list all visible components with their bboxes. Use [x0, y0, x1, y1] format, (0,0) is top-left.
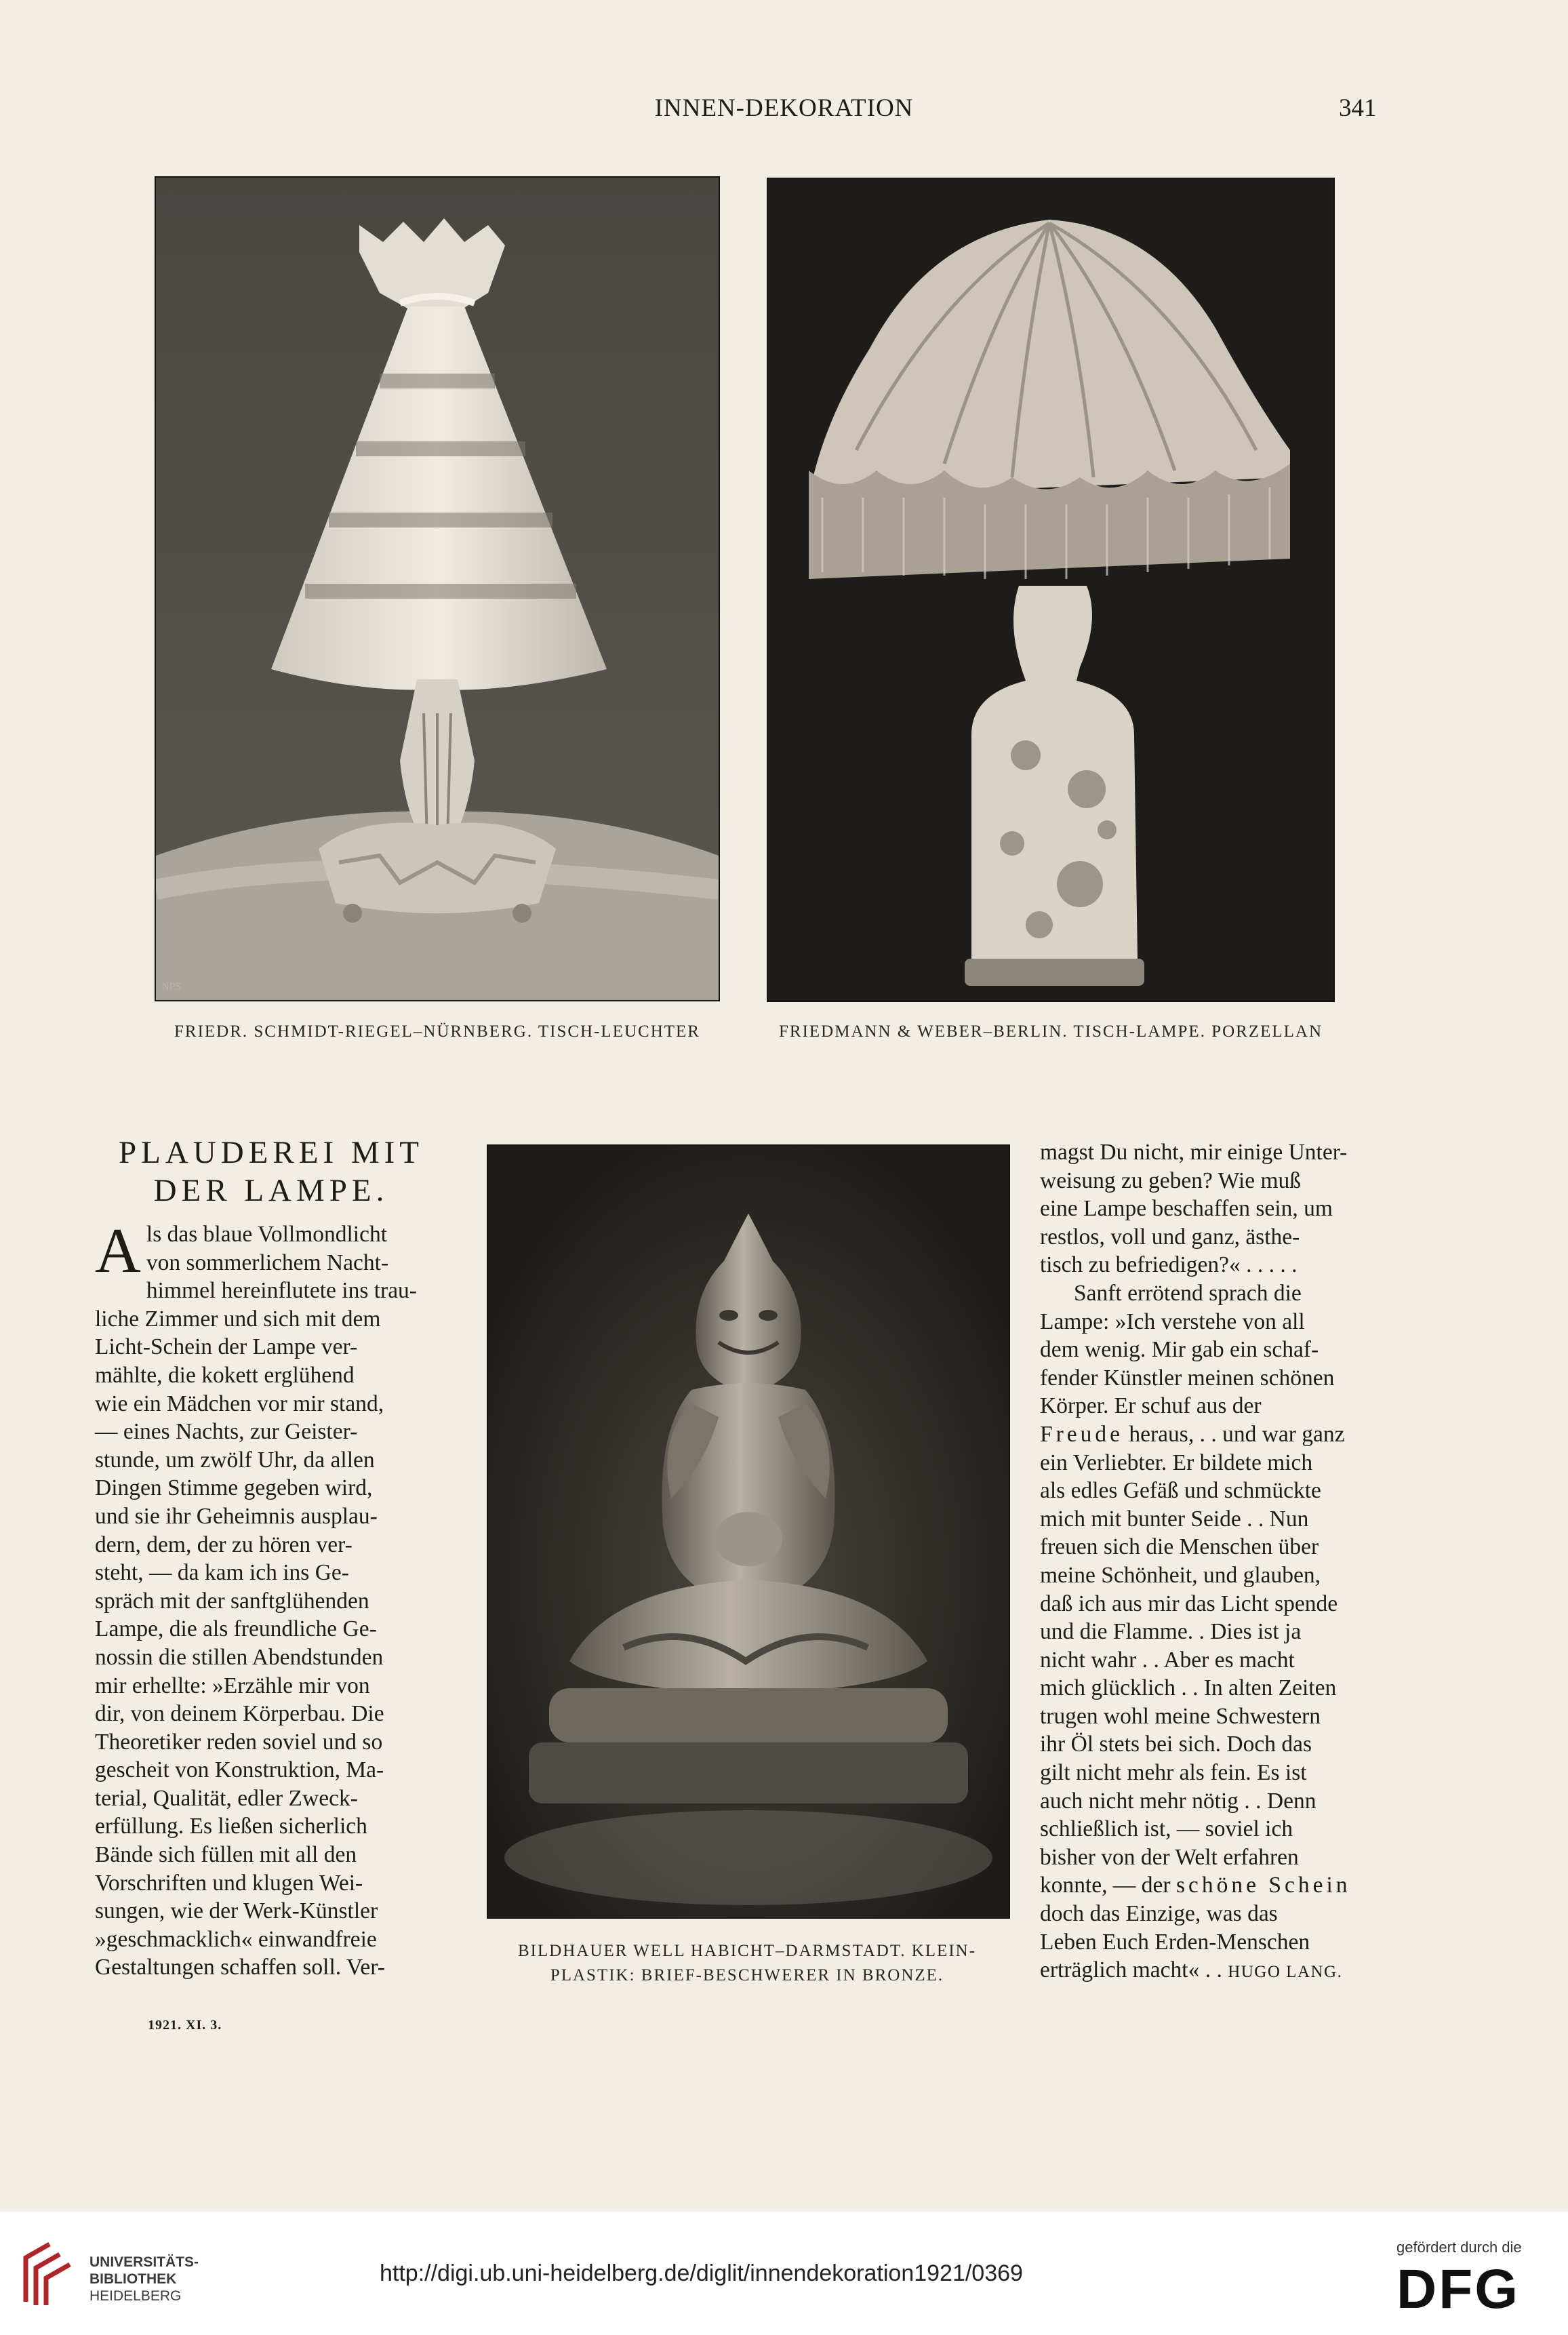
running-title: INNEN-DEKORATION	[654, 94, 914, 122]
library-logo-icon	[19, 2237, 77, 2309]
text-line: Lampe: »Ich verstehe von all	[1040, 1309, 1305, 1334]
text-line: stunde, um zwölf Uhr, da allen	[95, 1447, 375, 1473]
text-line: — eines Nachts, zur Geister-	[95, 1419, 358, 1445]
text-line: dir, von deinem Körperbau. Die	[95, 1701, 384, 1727]
text-line: und die Flamme. . Dies ist ja	[1040, 1619, 1302, 1645]
text-line: als edles Gefäß und schmückte	[1040, 1478, 1321, 1504]
text-line	[1040, 1871, 1392, 1900]
text-line: ein Verliebter. Er bildete mich	[1040, 1450, 1313, 1475]
text-line: freuen sich die Menschen über	[1040, 1534, 1319, 1560]
text-line: mich glücklich . . In alten Zeiten	[1040, 1675, 1337, 1701]
photo-bronze-paperweight	[487, 1144, 1010, 1919]
drop-cap: A	[95, 1216, 141, 1286]
library-name	[89, 2254, 199, 2304]
text-fragment: konnte, — der	[1040, 1873, 1176, 1898]
caption-line-1: BILDHAUER WELL HABICHT–DARMSTADT. KLEIN-	[517, 1942, 977, 1960]
text-line: doch das Einzige, was das	[1040, 1901, 1278, 1927]
text-line: gilt nicht mehr als fein. Es ist	[1040, 1760, 1307, 1786]
article-title-line-1: PLAUDEREI MIT	[119, 1135, 424, 1170]
source-url-link[interactable]: http://digi.ub.uni-heidelberg.de/diglit/innendekoration1921/0369	[380, 2260, 1023, 2286]
photo-glass-table-lamp	[155, 176, 720, 1001]
spaced-word-freude: Freude	[1040, 1421, 1124, 1447]
text-line: sungen, wie der Werk-Künstler	[95, 1898, 378, 1924]
text-line	[1040, 1420, 1392, 1449]
text-line: fender Künstler meinen schönen	[1040, 1365, 1335, 1391]
text-line: Licht-Schein der Lampe ver-	[95, 1334, 358, 1360]
library-name-line-2: BIBLIOTHEK	[89, 2271, 177, 2287]
funding-note: gefördert durch die	[1396, 2239, 1522, 2256]
text-line: daß ich aus mir das Licht spende	[1040, 1591, 1338, 1616]
library-name-line-3: HEIDELBERG	[89, 2288, 182, 2304]
text-line: liche Zimmer und sich mit dem	[95, 1306, 381, 1332]
text-fragment: heraus, . . und war ganz	[1123, 1421, 1345, 1447]
text-line: Vorschriften und klugen Wei-	[95, 1870, 363, 1896]
text-line: Theoretiker reden soviel und so	[95, 1729, 383, 1755]
text-line: Dingen Stimme gegeben wird,	[95, 1475, 373, 1501]
library-name-line-1: UNIVERSITÄTS-	[89, 2254, 199, 2270]
article-column-left	[95, 1216, 449, 1982]
text-line: wie ein Mädchen vor mir stand,	[95, 1391, 384, 1416]
text-line	[1040, 1956, 1392, 1987]
footer-bar	[0, 2212, 1568, 2335]
article-title-line-2: DER LAMPE.	[153, 1173, 389, 1208]
text-line: schließlich ist, — soviel ich	[1040, 1816, 1293, 1842]
text-line: Sanft errötend sprach die	[1074, 1280, 1302, 1306]
article-title	[95, 1134, 447, 1210]
text-line: und sie ihr Geheimnis ausplau-	[95, 1503, 378, 1529]
text-line: Körper. Er schuf aus der	[1040, 1393, 1262, 1419]
text-line: »geschmacklich« einwandfreie	[95, 1926, 377, 1952]
author-signature: HUGO LANG.	[1228, 1963, 1343, 1982]
text-line: erfüllung. Es ließen sicherlich	[95, 1814, 367, 1839]
text-line: ihr Öl stets bei sich. Doch das	[1040, 1732, 1312, 1757]
text-line: auch nicht mehr nötig . . Denn	[1040, 1788, 1316, 1814]
text-line: spräch mit der sanftglühenden	[95, 1588, 369, 1614]
text-line: mählte, die kokett erglühend	[95, 1362, 355, 1388]
text-fragment: erträglich macht« . .	[1040, 1957, 1228, 1983]
issue-mark: 1921. XI. 3.	[148, 2018, 222, 2033]
text-line: meine Schönheit, und glauben,	[1040, 1562, 1321, 1588]
text-line: mich mit bunter Seide . . Nun	[1040, 1506, 1309, 1532]
text-line: trugen wohl meine Schwestern	[1040, 1703, 1321, 1729]
text-line: bisher von der Welt erfahren	[1040, 1844, 1299, 1870]
text-line: himmel hereinflutete ins trau-	[146, 1278, 417, 1304]
text-line: weisung zu geben? Wie muß	[1040, 1168, 1302, 1193]
page-number: 341	[1339, 94, 1377, 122]
dfg-logo: DFG	[1396, 2258, 1521, 2320]
caption-line-2: PLASTIK: BRIEF-BESCHWERER IN BRONZE.	[550, 1966, 944, 1984]
text-line: Leben Euch Erden-Menschen	[1040, 1929, 1310, 1955]
text-line: terial, Qualität, edler Zweck-	[95, 1785, 358, 1811]
spaced-words-schoene-schein: schöne Schein	[1175, 1873, 1351, 1898]
text-line: eine Lampe beschaffen sein, um	[1040, 1196, 1333, 1222]
text-line: nossin die stillen Abendstunden	[95, 1644, 384, 1670]
text-line: Lampe, die als freundliche Ge-	[95, 1616, 377, 1642]
text-line: gescheit von Konstruktion, Ma-	[95, 1757, 384, 1783]
text-line: restlos, voll und ganz, ästhe-	[1040, 1224, 1300, 1250]
text-line: von sommerlichem Nacht-	[146, 1250, 389, 1275]
text-line: magst Du nicht, mir einige Unter-	[1040, 1140, 1348, 1165]
text-line: Bände sich füllen mit all den	[95, 1842, 357, 1868]
caption-left-lamp: FRIEDR. SCHMIDT-RIEGEL–NÜRNBERG. TISCH-LEUCHTER	[174, 1022, 700, 1041]
text-line: mir erhellte: »Erzähle mir von	[95, 1673, 370, 1698]
text-line: nicht wahr . . Aber es macht	[1040, 1647, 1295, 1673]
text-line: tisch zu befriedigen?« . . . . .	[1040, 1252, 1298, 1278]
caption-right-lamp: FRIEDMANN & WEBER–BERLIN. TISCH-LAMPE. PORZELLAN	[778, 1022, 1323, 1041]
text-line: steht, — da kam ich ins Ge-	[95, 1560, 349, 1586]
text-line: Gestaltungen schaffen soll. Ver-	[95, 1955, 385, 1980]
article-column-right	[1040, 1138, 1392, 1987]
photo-monogram: NPS	[161, 981, 182, 993]
text-line: dem wenig. Mir gab ein schaf-	[1040, 1337, 1319, 1363]
photo-porcelain-table-lamp	[767, 178, 1335, 1002]
caption-bronze-figure	[475, 1939, 1020, 1988]
text-line: dern, dem, der zu hören ver-	[95, 1532, 353, 1557]
text-line: ls das blaue Vollmondlicht	[146, 1222, 388, 1247]
